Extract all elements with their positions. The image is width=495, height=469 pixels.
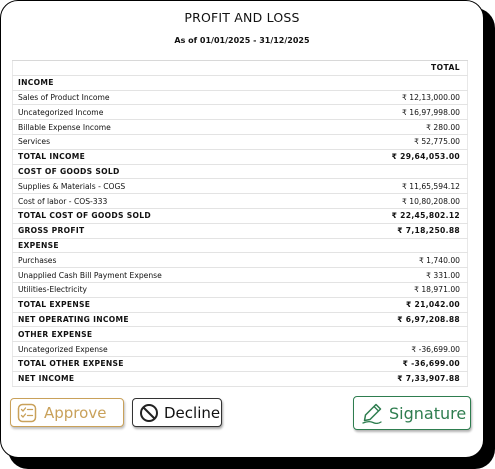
row-label: Supplies & Materials - COGS [13, 179, 342, 194]
table-row [13, 282, 468, 297]
signature-label: Signature [389, 403, 467, 423]
row-amount: ₹ -36,699.00 [342, 356, 468, 371]
table-row [13, 105, 468, 120]
report-period: As of 01/01/2025 - 31/12/2025 [174, 36, 310, 45]
row-label: COST OF GOODS SOLD [13, 164, 342, 179]
row-amount [342, 75, 468, 90]
row-amount: ₹ 22,45,802.12 [342, 208, 468, 223]
decline-label: Decline [164, 403, 221, 422]
table-row [13, 268, 468, 283]
signature-button[interactable] [353, 396, 471, 430]
row-label: TOTAL OTHER EXPENSE [13, 356, 342, 371]
table-row [13, 120, 468, 135]
row-label: Sales of Product Income [13, 90, 342, 105]
table-row [13, 149, 468, 164]
row-label: Billable Expense Income [13, 120, 342, 135]
row-amount: ₹ 280.00 [342, 120, 468, 135]
table-row [13, 238, 468, 253]
row-label: NET INCOME [13, 371, 342, 386]
decline-button[interactable] [132, 398, 222, 427]
row-label: TOTAL EXPENSE [13, 297, 342, 312]
table-row [13, 90, 468, 105]
table-header-row [13, 61, 468, 76]
table-row [13, 297, 468, 312]
row-amount: ₹ 18,971.00 [342, 282, 468, 297]
row-label: Cost of labor - COS-333 [13, 194, 342, 209]
row-amount: ₹ 7,33,907.88 [342, 371, 468, 386]
table-row [13, 134, 468, 149]
row-amount [342, 164, 468, 179]
table-row [13, 164, 468, 179]
row-amount: ₹ 29,64,053.00 [342, 149, 468, 164]
approve-label: Approve [44, 403, 107, 422]
row-amount: ₹ 12,13,000.00 [342, 90, 468, 105]
row-label: TOTAL INCOME [13, 149, 342, 164]
table-row [13, 223, 468, 238]
row-label: Utilities-Electricity [13, 282, 342, 297]
row-amount: ₹ 11,65,594.12 [342, 179, 468, 194]
row-amount: ₹ 7,18,250.88 [342, 223, 468, 238]
table-row [13, 253, 468, 268]
table-row [13, 312, 468, 327]
checklist-icon [17, 403, 37, 423]
row-amount: ₹ -36,699.00 [342, 342, 468, 357]
row-label: OTHER EXPENSE [13, 327, 342, 342]
row-amount [342, 238, 468, 253]
table-row [13, 75, 468, 90]
row-label: Services [13, 134, 342, 149]
row-amount: ₹ 1,740.00 [342, 253, 468, 268]
table-row [13, 327, 468, 342]
row-amount: ₹ 21,042.00 [342, 297, 468, 312]
profit-loss-table [12, 60, 468, 387]
table-row [13, 371, 468, 386]
table-row [13, 179, 468, 194]
approve-button[interactable] [10, 398, 124, 427]
label-column-header [13, 61, 342, 76]
table-row [13, 342, 468, 357]
table-row [13, 356, 468, 371]
row-label: Uncategorized Income [13, 105, 342, 120]
row-label: Uncategorized Expense [13, 342, 342, 357]
row-label: NET OPERATING INCOME [13, 312, 342, 327]
table-row [13, 194, 468, 209]
report-title: PROFIT AND LOSS [184, 10, 300, 25]
row-amount [342, 327, 468, 342]
row-label: GROSS PROFIT [13, 223, 342, 238]
total-column-header: TOTAL [342, 61, 468, 76]
row-amount: ₹ 331.00 [342, 268, 468, 283]
row-label: INCOME [13, 75, 342, 90]
row-label: Purchases [13, 253, 342, 268]
row-label: Unapplied Cash Bill Payment Expense [13, 268, 342, 283]
row-label: TOTAL COST OF GOODS SOLD [13, 208, 342, 223]
row-amount: ₹ 10,80,208.00 [342, 194, 468, 209]
pen-signature-icon [361, 402, 383, 424]
row-amount: ₹ 16,97,998.00 [342, 105, 468, 120]
table-row [13, 208, 468, 223]
row-amount: ₹ 52,775.00 [342, 134, 468, 149]
row-amount: ₹ 6,97,208.88 [342, 312, 468, 327]
row-label: EXPENSE [13, 238, 342, 253]
prohibited-icon [139, 403, 159, 423]
